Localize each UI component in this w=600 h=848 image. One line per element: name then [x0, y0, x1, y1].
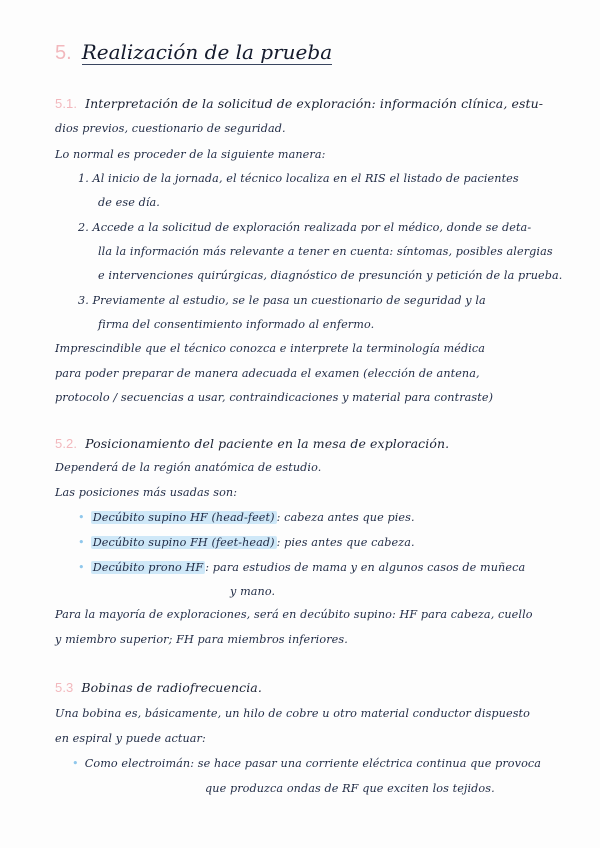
title-text: Realización de la prueba: [81, 40, 333, 64]
list-item-3-cont: firma del consentimiento informado al enfermo.: [98, 318, 375, 331]
intro-line: Lo normal es proceder de la siguiente manera:: [55, 148, 326, 161]
section-5-1-heading: 5.1. Interpretación de la solicitud de exploración: información clínica, estu-: [55, 96, 544, 111]
section-5-3-bullet-1: • Como electroimán: se hace pasar una corriente eléctrica continua que provoca: [72, 757, 542, 770]
bullet-2: • Decúbito supino FH (feet-head) : pies antes que cabeza.: [78, 536, 415, 549]
section-5-2-paragraph-1: Para la mayoría de exploraciones, será en decúbito supino: HF para cabeza, cuello: [55, 608, 533, 621]
bullet-1: • Decúbito supino HF (head-feet) : cabeza antes que pies.: [78, 511, 415, 524]
section-5-2-heading: 5.2. Posicionamiento del paciente en la mesa de exploración.: [55, 436, 450, 451]
bullet-2-term: Decúbito supino FH (feet-head): [92, 536, 275, 549]
section-5-3-bullet-1-cont: que produzca ondas de RF que exciten los tejidos.: [205, 782, 495, 795]
section-5-2-line-2: Las posiciones más usadas son:: [55, 486, 238, 499]
bullet-3-term: Decúbito prono HF: [92, 561, 204, 574]
bullet-1-term: Decúbito supino HF (head-feet): [92, 511, 275, 524]
bullet-3-cont: y mano.: [230, 585, 276, 598]
section-5-3-heading: 5.3 Bobinas de radiofrecuencia.: [55, 680, 262, 695]
section-5-2-paragraph-2: y miembro superior; FH para miembros inferiores.: [55, 633, 348, 646]
list-item-1: 1. Al inicio de la jornada, el técnico localiza en el RIS el listado de pacientes: [78, 172, 519, 185]
bullet-dot-icon: •: [78, 561, 85, 574]
bullet-dot-icon: •: [78, 511, 85, 524]
list-item-3: 3. Previamente al estudio, se le pasa un cuestionario de seguridad y la: [78, 294, 486, 307]
title-number: 5.: [55, 42, 72, 64]
paragraph-line-1: Imprescindible que el técnico conozca e interprete la terminología médica: [55, 342, 486, 355]
list-item-1-cont: de ese día.: [98, 196, 160, 209]
section-5-3-line-1: Una bobina es, básicamente, un hilo de cobre u otro material conductor dispuesto: [55, 707, 530, 720]
section-5-3-line-2: en espiral y puede actuar:: [55, 732, 206, 745]
paragraph-line-2: para poder preparar de manera adecuada el examen (elección de antena,: [55, 367, 480, 380]
list-item-2: 2. Accede a la solicitud de exploración realizada por el médico, donde se deta-: [78, 221, 532, 234]
list-item-2-cont-2: e intervenciones quirúrgicas, diagnóstico de presunción y petición de la prueba.: [98, 269, 563, 282]
paragraph-line-3: protocolo / secuencias a usar, contraindicaciones y material para contraste): [55, 391, 494, 404]
page-title: [55, 40, 332, 65]
section-5-1-number: 5.1.: [55, 96, 78, 111]
bullet-dot-icon: •: [78, 536, 85, 549]
section-5-2-line-1: Dependerá de la región anatómica de estudio.: [55, 461, 322, 474]
section-5-1-heading-cont: dios previos, cuestionario de seguridad.: [55, 122, 286, 135]
section-5-3-number: 5.3: [55, 680, 74, 695]
section-5-2-number: 5.2.: [55, 436, 78, 451]
bullet-dot-icon: •: [72, 757, 79, 770]
bullet-3: • Decúbito prono HF : para estudios de mama y en algunos casos de muñeca: [78, 561, 526, 574]
list-item-2-cont-1: lla la información más relevante a tener en cuenta: síntomas, posibles alergias: [98, 245, 553, 258]
